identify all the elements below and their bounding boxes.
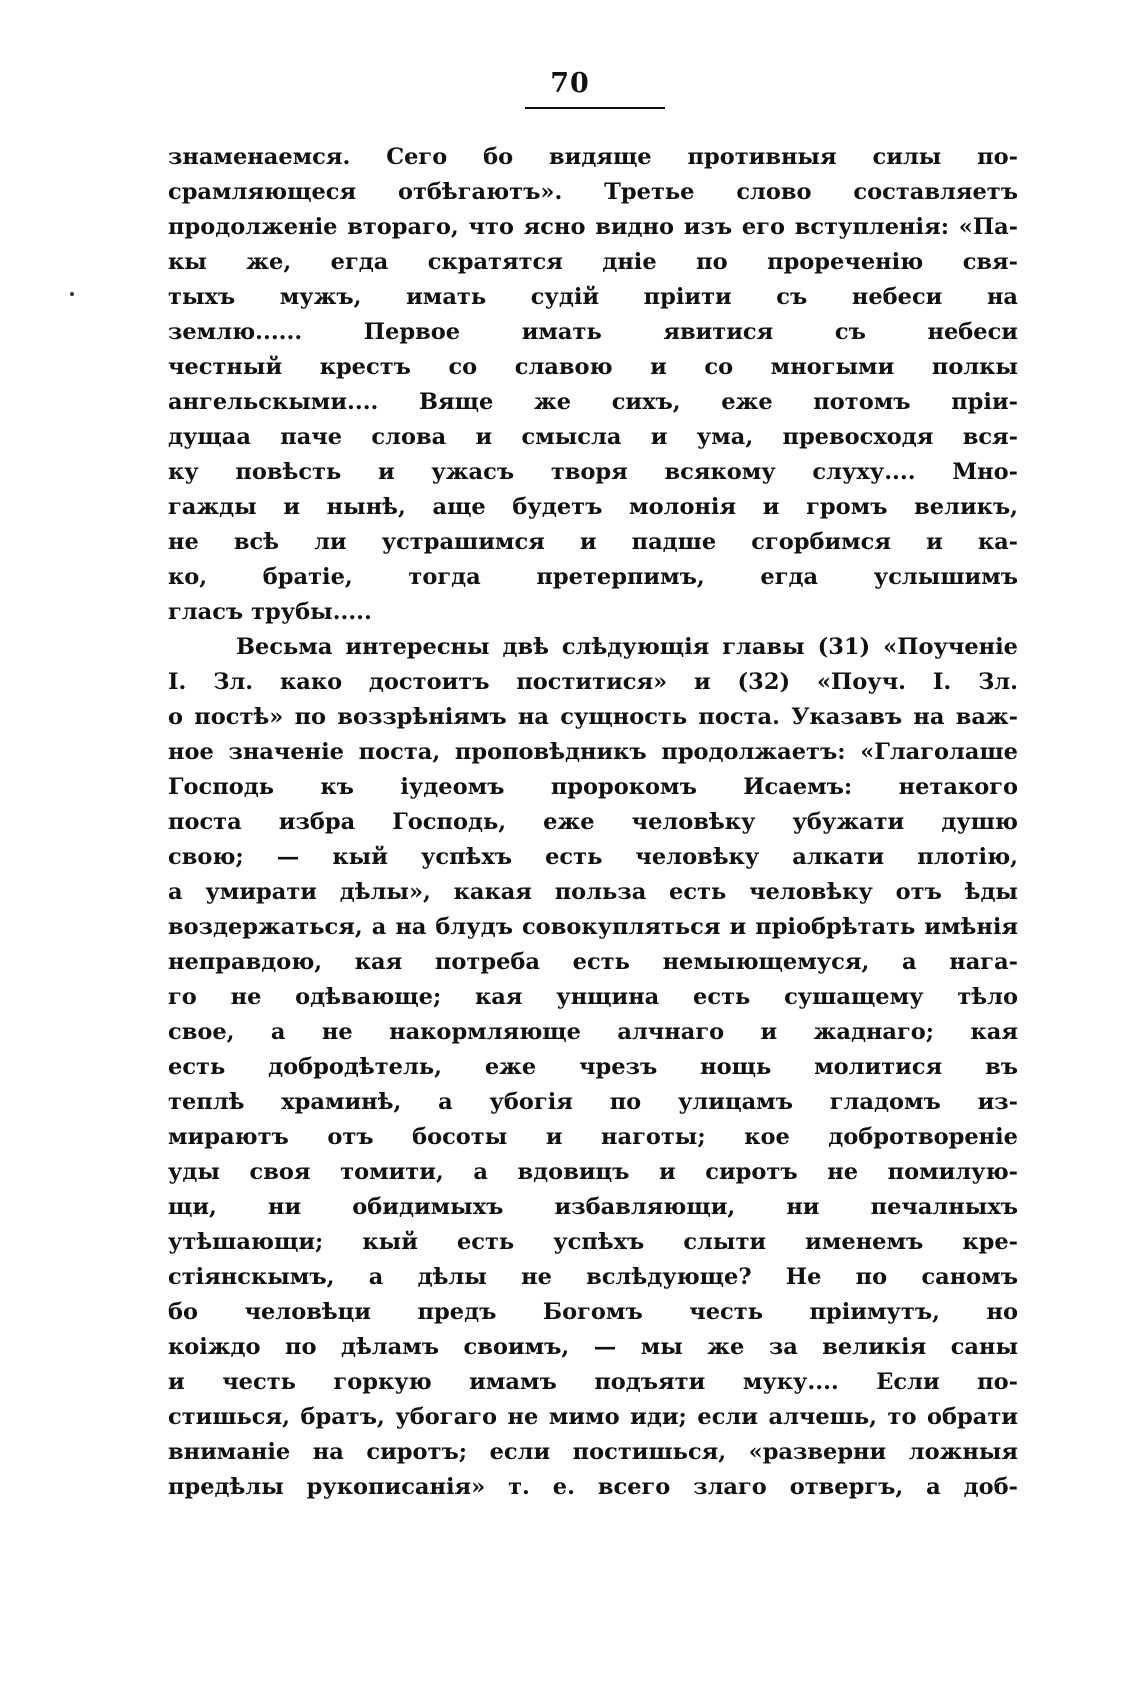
margin-mark xyxy=(70,292,74,296)
text-line: свое, а не накормляюще алчнаго и жаднаго; кая xyxy=(168,1019,1018,1045)
text-line: о постѣ» по воззрѣніямъ на сущность поста. Указавъ на важ- xyxy=(168,704,1018,730)
text-line: гласъ трубы..... xyxy=(168,599,372,625)
text-line: теплѣ храминѣ, а убогія по улицамъ гладомъ из- xyxy=(168,1089,1018,1115)
text-line: неправдою, кая потреба есть немыющемуся, а нага- xyxy=(168,949,1018,975)
text-line: бо человѣци предъ Богомъ честь пріимутъ, но xyxy=(168,1299,1018,1325)
text-line: Господь къ іудеомъ пророкомъ Исаемъ: нетакого xyxy=(168,774,1018,800)
text-line: Весьма интересны двѣ слѣдующія главы (31) «Поученіе xyxy=(236,634,1018,660)
text-line: ное значеніе поста, проповѣдникъ продолжаетъ: «Глаголаше xyxy=(168,739,1018,765)
text-block xyxy=(168,140,1018,1505)
text-line: ку повѣсть и ужасъ творя всякому слуху.... Мно- xyxy=(168,459,1018,485)
text-line: утѣшающи; кый есть успѣхъ слыти именемъ кре- xyxy=(168,1229,1018,1255)
text-line: не всѣ ли устрашимся и падше сгорбимся и ка- xyxy=(168,529,1018,555)
text-line: тыхъ мужъ, имать судій пріити съ небеси на xyxy=(168,284,1018,310)
text-line: землю...... Первое имать явитися съ небеси xyxy=(168,319,1018,345)
text-line: срамляющеся отбѣгаютъ». Третье слово составляетъ xyxy=(168,179,1018,205)
text-line: гажды и нынѣ, аще будетъ молонія и громъ великъ, xyxy=(168,494,1018,520)
text-line: и честь горкую имамъ подъяти муку.... Если по- xyxy=(168,1369,1018,1395)
text-line: коiждо по дѣламъ своимъ, — мы же за великія саны xyxy=(168,1334,1018,1360)
text-line: свою; — кый успѣхъ есть человѣку алкати плотію, xyxy=(168,844,1018,870)
header-rule xyxy=(525,107,665,109)
text-line: а умирати дѣлы», какая польза есть человѣку отъ ѣды xyxy=(168,879,1018,905)
text-line: стіянскымъ, а дѣлы не вслѣдующе? Не по саномъ xyxy=(168,1264,1018,1290)
text-line: воздержаться, а на блудъ совокупляться и пріобрѣтать имѣнія xyxy=(168,914,1018,940)
text-line: предѣлы рукописанія» т. е. всего злаго отвергъ, а доб- xyxy=(168,1474,1018,1500)
text-line: ко, братіе, тогда претерпимъ, егда услышимъ xyxy=(168,564,1018,590)
text-line: поста избра Господь, еже человѣку убужати душю xyxy=(168,809,1018,835)
text-line: мираютъ отъ босоты и наготы; кое добротвореніе xyxy=(168,1124,1018,1150)
text-line: кы же, егда скратятся дніе по прореченію свя- xyxy=(168,249,1018,275)
text-line: стишься, братъ, убогаго не мимо иди; если алчешь, то обрати xyxy=(168,1404,1018,1430)
page-number: 70 xyxy=(550,68,590,99)
text-line: знаменаемся. Сего бо видяще противныя силы по- xyxy=(168,144,1018,170)
text-line: дущаа паче слова и смысла и ума, превосходя вся- xyxy=(168,424,1018,450)
text-line: І. Зл. како достоитъ поститися» и (32) «Поуч. І. Зл. xyxy=(168,669,1018,695)
text-line: щи, ни обидимыхъ избавляющи, ни печалныхъ xyxy=(168,1194,1018,1220)
text-line: ангельскыми.... Вяще же сихъ, еже потомъ пріи- xyxy=(168,389,1018,415)
text-line: го не одѣвающе; кая унщина есть сушащему тѣло xyxy=(168,984,1018,1010)
text-line: уды своя томити, а вдовицъ и сиротъ не помилую- xyxy=(168,1159,1018,1185)
text-line: честный крестъ со славою и со многыми полкы xyxy=(168,354,1018,380)
text-line: есть добродѣтель, еже чрезъ нощь молитися въ xyxy=(168,1054,1018,1080)
text-line: вниманіе на сиротъ; если постишься, «разверни ложныя xyxy=(168,1439,1018,1465)
text-line: продолженіе втораго, что ясно видно изъ его вступленія: «Па- xyxy=(168,214,1018,240)
